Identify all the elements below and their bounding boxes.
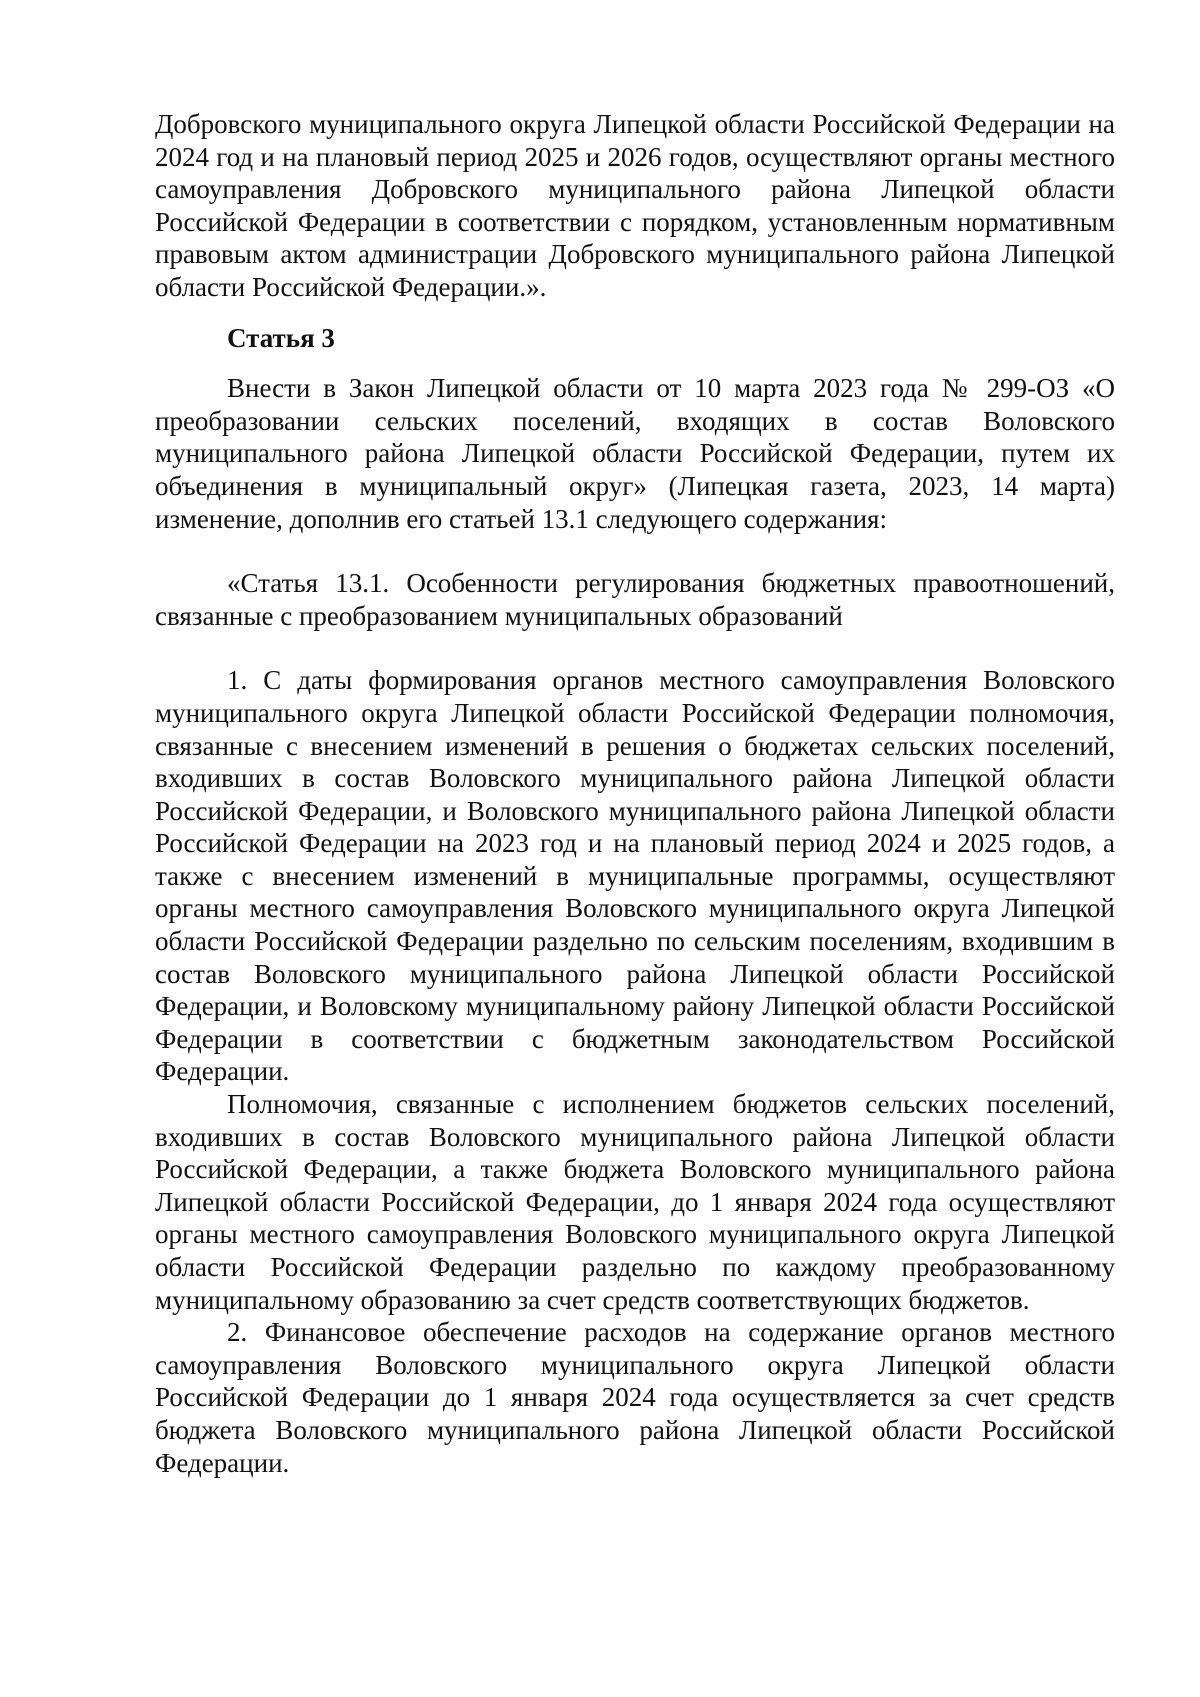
paragraph-intro: Внести в Закон Липецкой области от 10 марта 2023 года № 299-ОЗ «О преобразовании сельских поселений, входящих в состав Воловского муниципального района Липецкой области Российской Федерации, путем их объединения в муниципальный округ» (Липецкая газета, 2023, 14 марта) изменение, дополнив его статьей 13.1 следующего содержания: [155,373,1115,534]
paragraph-continuation: Добровского муниципального округа Липецкой области Российской Федерации на 2024 год и на плановый период 2025 и 2026 годов, осуществляют органы местного самоуправления Добровского муниципального района Липецкой области Российской Федерации в соответствии с порядком, установленным нормативным правовым актом администрации Добровского муниципального района Липецкой области Российской Федерации.». [155,109,1115,302]
paragraph-2: 2. Финансовое обеспечение расходов на содержание органов местного самоуправления Воловского муниципального округа Липецкой области Российской Федерации до 1 января 2024 года осуществляется за счет средств бюджета Воловского муниципального района Липецкой области Российской Федерации. [155,1317,1115,1478]
article-heading: Статья 3 [227,322,335,353]
paragraph-1b: Полномочия, связанные с исполнением бюджетов сельских поселений, входивших в состав Воловского муниципального района Липецкой области Российской Федерации, а также бюджета Воловского муниципального района Липецкой области Российской Федерации, до 1 января 2024 года осуществляют органы местного самоуправления Воловского муниципального округа Липецкой области Российской Федерации раздельно по каждому преобразованному муниципальному образованию за счет средств соответствующих бюджетов. [155,1089,1115,1315]
article-13-1-title: «Статья 13.1. Особенности регулирования бюджетных правоотношений, связанные с преобразованием муниципальных образований [155,568,1115,631]
paragraph-1: 1. С даты формирования органов местного самоуправления Воловского муниципального округа Липецкой области Российской Федерации полномочия, связанные с внесением изменений в решения о бюджетах сельских поселений, входивших в состав Воловского муниципального района Липецкой области Российской Федерации, и Воловского муниципального района Липецкой области Российской Федерации на 2023 год и на плановый период 2024 и 2025 годов, а также с внесением изменений в муниципальные программы, осуществляют органы местного самоуправления Воловского муниципального округа Липецкой области Российской Федерации раздельно по сельским поселениям, входившим в состав Воловского муниципального района Липецкой области Российской Федерации, и Воловскому муниципальному району Липецкой области Российской Федерации в соответствии с бюджетным законодательством Российской Федерации. [155,665,1115,1087]
document-page [155,108,1115,1479]
